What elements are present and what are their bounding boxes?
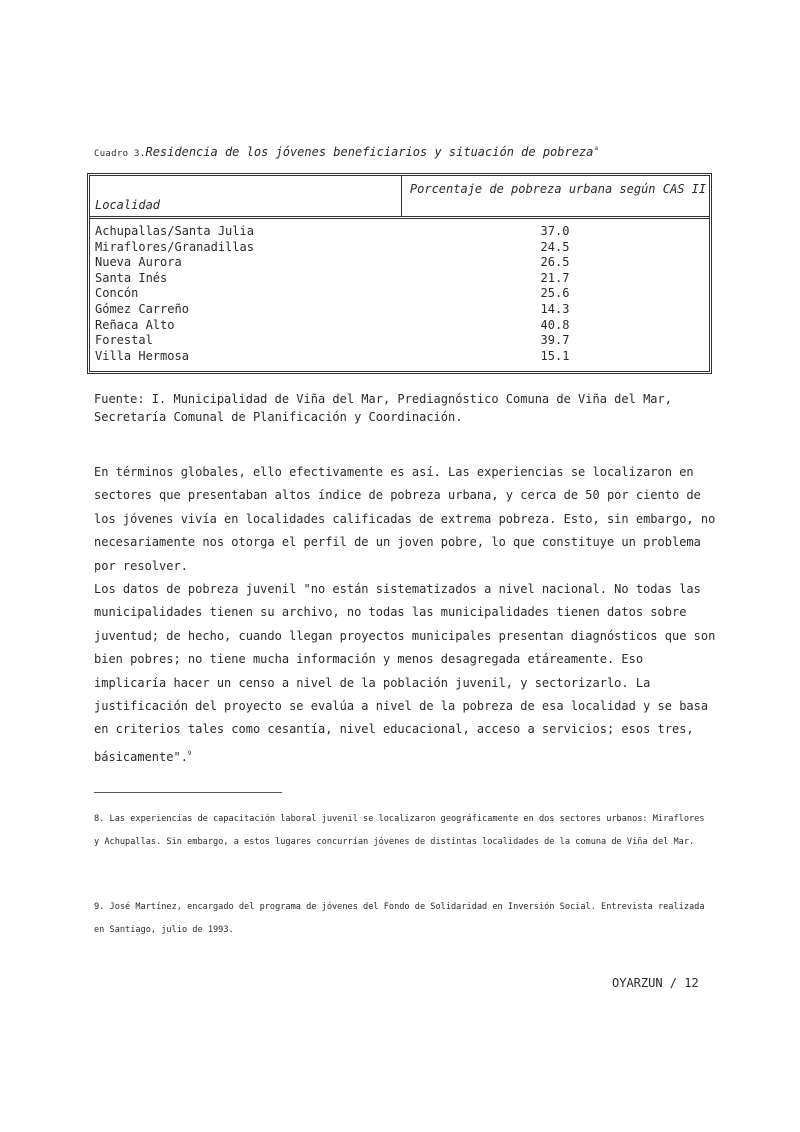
- table-caption: [94, 145, 598, 159]
- cell-porcentaje: 40.8: [540, 317, 570, 332]
- cell-porcentaje: 26.5: [540, 255, 570, 270]
- footnote-8: 8. Las experiencias de capacitación laboral juvenil se localizaron geográficamente en dos sectores urbanos: Miraflores y Achupallas. Sin embargo, a estos lugares concurrían jóvenes de distintas localidades de la comuna de Viña del Mar.: [94, 814, 705, 847]
- page-number: OYARZUN / 12: [612, 976, 699, 990]
- table-row: [90, 318, 709, 334]
- cell-porcentaje: 39.7: [540, 333, 570, 348]
- table-row: [90, 271, 709, 287]
- cell-porcentaje: 25.6: [540, 286, 570, 301]
- header-localidad: Localidad: [95, 198, 161, 212]
- table-source: Fuente: I. Municipalidad de Viña del Mar, Prediagnóstico Comuna de Viña del Mar, Secretaría Comunal de Planificación y Coordinación.: [94, 392, 672, 424]
- cell-porcentaje: 37.0: [540, 224, 570, 238]
- cell-localidad: Forestal: [95, 333, 153, 348]
- header-porcentaje: Porcentaje de pobreza urbana según CAS II: [409, 182, 707, 196]
- cell-localidad: Nueva Aurora: [95, 255, 182, 270]
- header-separator: [90, 216, 709, 219]
- cell-localidad: Gómez Carreño: [95, 301, 189, 316]
- table-row: [90, 333, 709, 349]
- header-column-divider: [401, 176, 402, 216]
- table-row: [90, 224, 709, 240]
- cell-localidad: Santa Inés: [95, 270, 168, 285]
- cell-porcentaje: 14.3: [540, 301, 570, 316]
- caption-label: Cuadro 3.: [94, 149, 146, 159]
- cell-porcentaje: 15.1: [540, 348, 570, 363]
- paragraph-2-text: Los datos de pobreza juvenil "no están sistematizados a nivel nacional. No todas las municipalidades tienen su archivo, no todas las municipalidades tienen datos sobre juventud; de hecho, cuando llegan proyectos municipales presentan diagnósticos que son bien pobres; no tiene mucha información y menos desagregada etáreamente. Eso implicaría hacer un censo a nivel de la población juvenil, y sectorizarlo. La justificación del proyecto se evalúa a nivel de la pobreza de esa localidad y se basa en criterios tales como cesantía, nivel educacional, acceso a servicios; esos tres, básicamente".: [94, 582, 716, 764]
- cell-localidad: Reñaca Alto: [95, 317, 175, 332]
- table-body: [90, 224, 709, 364]
- cell-porcentaje: 21.7: [540, 270, 570, 285]
- table-row: [90, 349, 709, 365]
- table-row: [90, 240, 709, 256]
- footnote-marker-9: 9: [187, 749, 192, 757]
- paragraph-2: [94, 578, 719, 769]
- footnote-9: 9. José Martínez, encargado del programa de jóvenes del Fondo de Solidaridad en Inversión Social. Entrevista realizada en Santiago, julio de 1993.: [94, 902, 705, 935]
- footnote-divider: [94, 792, 282, 793]
- body-text: [94, 461, 719, 769]
- table-row: [90, 255, 709, 271]
- cell-localidad: Concón: [95, 286, 139, 301]
- cell-localidad: Miraflores/Granadillas: [95, 239, 254, 254]
- cell-localidad: Achupallas/Santa Julia: [95, 224, 254, 238]
- table-row: [90, 286, 709, 302]
- cell-localidad: Villa Hermosa: [95, 348, 189, 363]
- table-row: [90, 302, 709, 318]
- caption-title: Residencia de los jóvenes beneficiarios y situación de pobreza: [145, 145, 594, 159]
- cell-porcentaje: 24.5: [540, 239, 570, 254]
- poverty-table: [87, 173, 712, 374]
- paragraph-1: En términos globales, ello efectivamente es así. Las experiencias se localizaron en sectores que presentaban altos índice de pobreza urbana, y cerca de 50 por ciento de los jóvenes vivía en localidades calificadas de extrema pobreza. Esto, sin embargo, no necesariamente nos otorga el perfil de un joven pobre, lo que constituye un problema por resolver.: [94, 465, 716, 573]
- caption-note-marker: a: [594, 145, 599, 152]
